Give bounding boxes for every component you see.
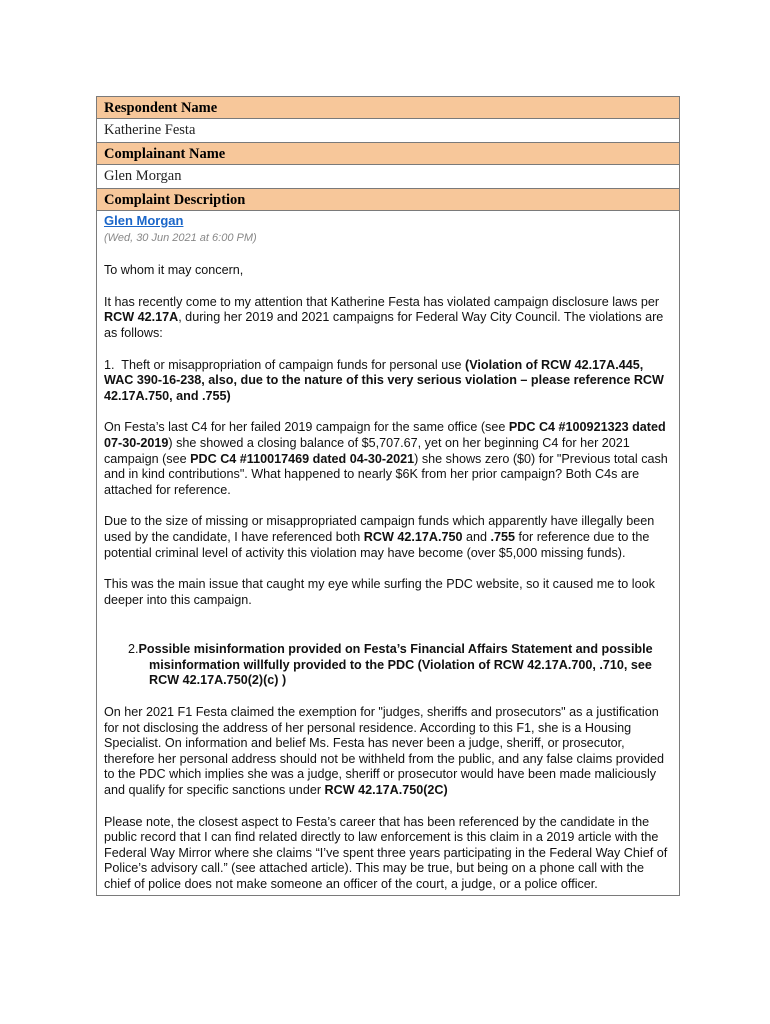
complainant-name-value: Glen Morgan [97, 165, 679, 189]
paragraph-main-issue: This was the main issue that caught my eye while surfing the PDC website, so it caused me to look deeper into this campaign. [104, 577, 655, 607]
complaint-description-header: Complaint Description [97, 189, 679, 211]
paragraph-f1-exemption: On her 2021 F1 Festa claimed the exemption for "judges, sheriffs and prosecutors" as a justification for not disclosing the address of her personal residence. According to this F1, she is a Housing Specialist. On information and belief Ms. Festa has never been a judge, sheriff, or prosecutor, therefore her personal address should not be withheld from the public, and any false claims provided to the PDC which implies she was a judge, sheriff or prosecutor would have been made maliciously and qualify for specific sanctions under RCW 42.17A.750(2C) [104, 705, 665, 798]
author-link[interactable]: Glen Morgan [104, 213, 184, 228]
complaint-form-table [96, 96, 680, 896]
paragraph-c4-balance: On Festa’s last C4 for her failed 2019 campaign for the same office (see PDC C4 #100921323 dated 07-30-2019) she showed a closing balance of $5,707.67, yet on her beginning C4 for her 2021 campaign (see PDC C4 #110017469 dated 04-30-2021) she shows zero ($0) for "Previous total cash and in kind contributions". What happened to nearly $6K from her prior campaign? Both C4s are attached for reference. [104, 420, 668, 497]
complaint-description-body [97, 211, 679, 895]
post-date: (Wed, 30 Jun 2021 at 6:00 PM) [104, 231, 257, 244]
greeting: To whom it may concern, [104, 263, 244, 278]
respondent-name-header: Respondent Name [97, 97, 679, 119]
paragraph-career-note: Please note, the closest aspect to Festa’s career that has been referenced by the candidate in the public record that I can find related directly to law enforcement is this claim in a 2019 article with the Federal Way Mirror where she claims “I’ve spent three years participating in the Federal Way Chief of Police’s advisory call.” (see attached article). This may be true, but being on a phone call with the chief of police does not make someone an officer of the court, a judge, or a police officer. [104, 814, 668, 891]
respondent-name-value: Katherine Festa [97, 119, 679, 143]
paragraph-missing-funds: Due to the size of missing or misappropriated campaign funds which apparently have illegally been used by the candidate, I have referenced both RCW 42.17A.750 and .755 for reference due to the potential criminal level of activity this violation may have become (over $5,000 missing funds). [104, 514, 655, 560]
complainant-name-header: Complainant Name [97, 143, 679, 165]
intro-paragraph: It has recently come to my attention that Katherine Festa has violated campaign disclosure laws per RCW 42.17A, during her 2019 and 2021 campaigns for Federal Way City Council. The violations are as follows: [104, 294, 664, 340]
violation-item-1: 1. Theft or misappropriation of campaign funds for personal use (Violation of RCW 42.17A.445, WAC 390-16-238, also, due to the nature of this very serious violation – please reference RCW 42.17A.750, and .755) [104, 357, 664, 403]
violation-item-2: 2.Possible misinformation provided on Festa’s Financial Affairs Statement and possible misinformation willfully provided to the PDC (Violation of RCW 42.17A.700, .710, see RCW 42.17A.750(2)(c) ) [128, 642, 653, 688]
